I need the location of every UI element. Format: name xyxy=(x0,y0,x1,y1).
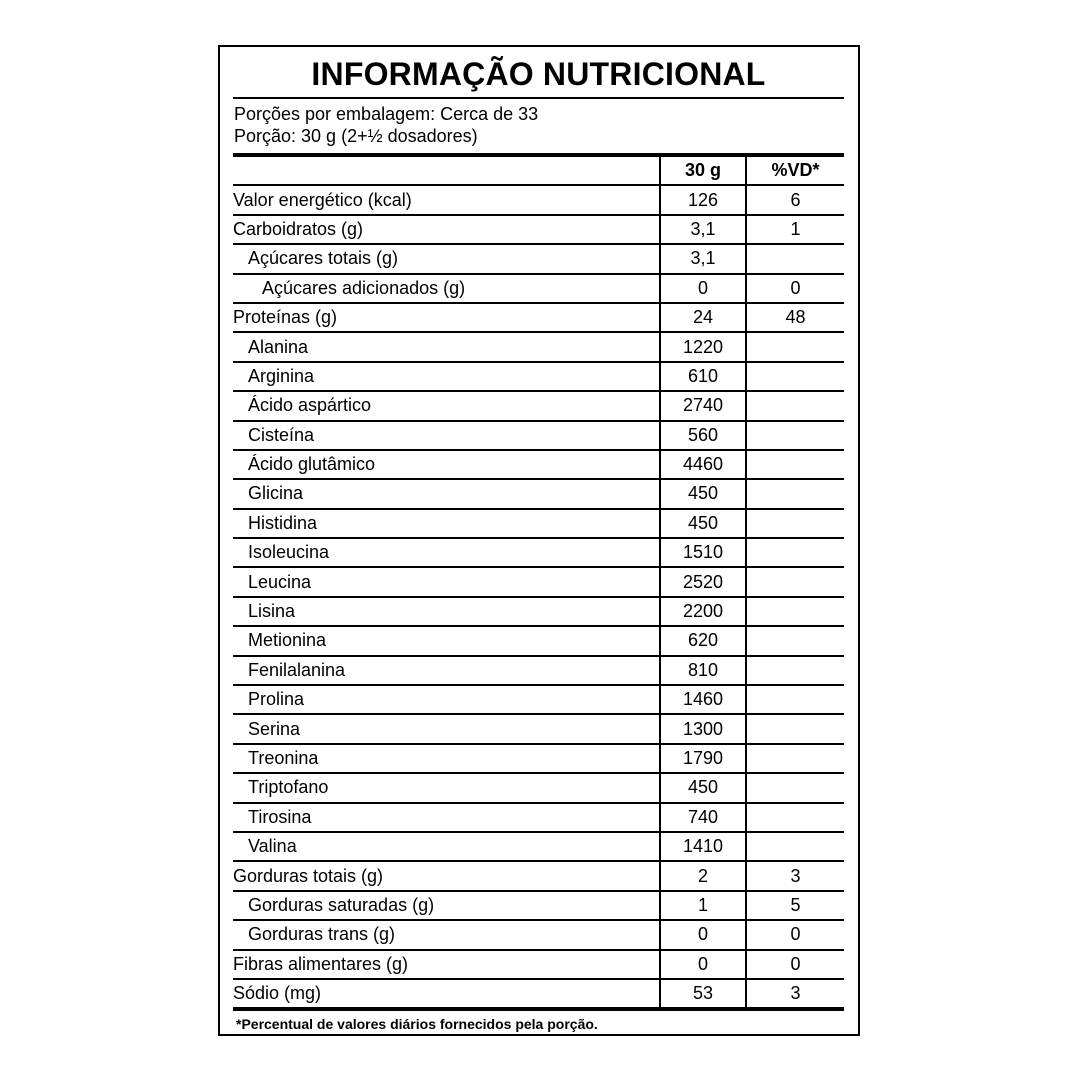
nutrient-amount: 450 xyxy=(660,773,746,802)
table-row xyxy=(233,274,844,303)
nutrient-name: Triptofano xyxy=(233,773,660,802)
table-row xyxy=(233,421,844,450)
footnote: *Percentual de valores diários fornecidos pela porção. xyxy=(236,1016,598,1033)
nutrient-name: Tirosina xyxy=(233,803,660,832)
nutrient-name: Ácido glutâmico xyxy=(233,450,660,479)
nutrient-name: Gorduras trans (g) xyxy=(233,920,660,949)
table-row xyxy=(233,538,844,567)
nutrient-name: Proteínas (g) xyxy=(233,303,660,332)
header-dv-cell: %VD* xyxy=(746,155,844,185)
nutrient-amount: 126 xyxy=(660,185,746,214)
nutrient-name: Metionina xyxy=(233,626,660,655)
nutrient-dv xyxy=(746,450,844,479)
nutrient-dv: 0 xyxy=(746,950,844,979)
nutrient-name: Ácido aspártico xyxy=(233,391,660,420)
table-row xyxy=(233,685,844,714)
header-amount-cell: 30 g xyxy=(660,155,746,185)
nutrient-dv xyxy=(746,509,844,538)
nutrient-amount: 3,1 xyxy=(660,244,746,273)
nutrient-dv xyxy=(746,332,844,361)
nutrient-dv xyxy=(746,626,844,655)
nutrient-amount: 1510 xyxy=(660,538,746,567)
nutrient-amount: 2 xyxy=(660,861,746,890)
nutrient-amount: 3,1 xyxy=(660,215,746,244)
table-row xyxy=(233,861,844,890)
nutrient-dv xyxy=(746,714,844,743)
nutrient-dv xyxy=(746,803,844,832)
table-row xyxy=(233,450,844,479)
nutrient-name: Açúcares adicionados (g) xyxy=(233,274,660,303)
nutrient-dv: 6 xyxy=(746,185,844,214)
nutrient-amount: 740 xyxy=(660,803,746,832)
nutrient-amount: 450 xyxy=(660,479,746,508)
nutrition-table xyxy=(233,153,844,1011)
nutrient-amount: 0 xyxy=(660,950,746,979)
nutrient-name: Cisteína xyxy=(233,421,660,450)
nutrient-dv xyxy=(746,744,844,773)
nutrient-name: Glicina xyxy=(233,479,660,508)
nutrient-name: Gorduras totais (g) xyxy=(233,861,660,890)
nutrient-name: Lisina xyxy=(233,597,660,626)
table-row xyxy=(233,744,844,773)
table-row xyxy=(233,979,844,1009)
nutrient-amount: 810 xyxy=(660,656,746,685)
nutrient-amount: 1790 xyxy=(660,744,746,773)
nutrient-dv: 48 xyxy=(746,303,844,332)
nutrient-dv xyxy=(746,479,844,508)
nutrient-dv xyxy=(746,832,844,861)
nutrient-name: Valina xyxy=(233,832,660,861)
nutrient-dv xyxy=(746,685,844,714)
nutrient-name: Prolina xyxy=(233,685,660,714)
nutrient-name: Gorduras saturadas (g) xyxy=(233,891,660,920)
nutrient-dv: 0 xyxy=(746,274,844,303)
nutrient-name: Histidina xyxy=(233,509,660,538)
nutrient-amount: 2520 xyxy=(660,567,746,596)
nutrient-amount: 2740 xyxy=(660,391,746,420)
nutrient-dv xyxy=(746,597,844,626)
nutrient-name: Leucina xyxy=(233,567,660,596)
nutrient-dv xyxy=(746,538,844,567)
table-row xyxy=(233,509,844,538)
nutrient-amount: 53 xyxy=(660,979,746,1009)
nutrition-rows xyxy=(233,185,844,1009)
table-row xyxy=(233,479,844,508)
table-row xyxy=(233,714,844,743)
nutrient-amount: 1 xyxy=(660,891,746,920)
nutrient-amount: 2200 xyxy=(660,597,746,626)
table-row xyxy=(233,803,844,832)
nutrient-name: Treonina xyxy=(233,744,660,773)
nutrient-dv: 0 xyxy=(746,920,844,949)
header-row xyxy=(233,155,844,185)
nutrient-amount: 1300 xyxy=(660,714,746,743)
nutrient-dv xyxy=(746,244,844,273)
nutrient-dv xyxy=(746,773,844,802)
nutrient-dv xyxy=(746,656,844,685)
nutrient-amount: 24 xyxy=(660,303,746,332)
nutrient-amount: 1220 xyxy=(660,332,746,361)
table-row xyxy=(233,832,844,861)
nutrient-amount: 0 xyxy=(660,274,746,303)
nutrient-name: Isoleucina xyxy=(233,538,660,567)
nutrient-dv xyxy=(746,391,844,420)
nutrient-name: Alanina xyxy=(233,332,660,361)
table-row xyxy=(233,920,844,949)
nutrient-dv xyxy=(746,362,844,391)
nutrient-amount: 560 xyxy=(660,421,746,450)
nutrient-name: Carboidratos (g) xyxy=(233,215,660,244)
table-row xyxy=(233,215,844,244)
serving-info xyxy=(233,99,844,153)
nutrient-name: Valor energético (kcal) xyxy=(233,185,660,214)
table-row xyxy=(233,950,844,979)
table-row xyxy=(233,362,844,391)
nutrient-amount: 1460 xyxy=(660,685,746,714)
table-row xyxy=(233,244,844,273)
nutrient-name: Arginina xyxy=(233,362,660,391)
table-row xyxy=(233,626,844,655)
table-row xyxy=(233,303,844,332)
table-row xyxy=(233,597,844,626)
label-title: INFORMAÇÃO NUTRICIONAL xyxy=(233,51,844,99)
nutrient-name: Fenilalanina xyxy=(233,656,660,685)
nutrient-amount: 620 xyxy=(660,626,746,655)
nutrient-name: Serina xyxy=(233,714,660,743)
nutrient-dv: 5 xyxy=(746,891,844,920)
nutrient-dv xyxy=(746,567,844,596)
nutrient-name: Açúcares totais (g) xyxy=(233,244,660,273)
nutrient-name: Sódio (mg) xyxy=(233,979,660,1009)
table-row xyxy=(233,773,844,802)
nutrient-dv: 3 xyxy=(746,979,844,1009)
nutrient-dv: 1 xyxy=(746,215,844,244)
nutrient-dv: 3 xyxy=(746,861,844,890)
serving-size: Porção: 30 g (2+½ dosadores) xyxy=(234,126,478,146)
servings-per-package: Porções por embalagem: Cerca de 33 xyxy=(234,104,539,124)
nutrient-amount: 610 xyxy=(660,362,746,391)
nutrient-amount: 450 xyxy=(660,509,746,538)
table-row xyxy=(233,391,844,420)
table-row xyxy=(233,891,844,920)
table-row xyxy=(233,332,844,361)
nutrient-amount: 1410 xyxy=(660,832,746,861)
table-row xyxy=(233,185,844,214)
nutrition-label xyxy=(218,45,860,1036)
table-row xyxy=(233,567,844,596)
nutrient-amount: 4460 xyxy=(660,450,746,479)
nutrient-name: Fibras alimentares (g) xyxy=(233,950,660,979)
nutrient-dv xyxy=(746,421,844,450)
header-nutrient-cell xyxy=(233,155,660,185)
table-row xyxy=(233,656,844,685)
nutrient-amount: 0 xyxy=(660,920,746,949)
